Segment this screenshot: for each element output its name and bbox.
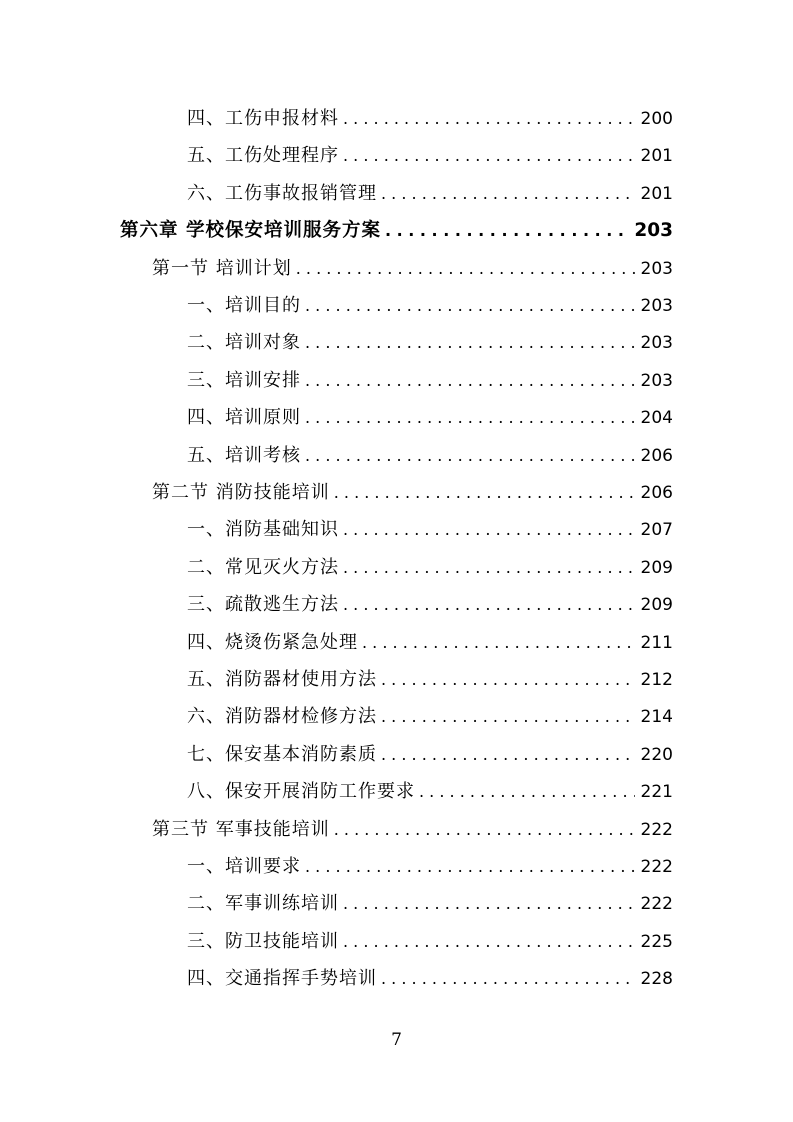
dot-leader — [305, 437, 635, 474]
toc-entry-page: 203 — [634, 220, 673, 242]
toc-entry[interactable] — [187, 399, 673, 436]
toc-entry[interactable] — [187, 175, 673, 212]
toc-entry-page: 222 — [640, 819, 673, 840]
toc-entry-label: 三、防卫技能培训 — [187, 930, 339, 952]
toc-entry-page: 209 — [640, 595, 673, 616]
dot-leader — [381, 960, 635, 997]
toc-entry-page: 203 — [640, 370, 673, 391]
toc-entry-page: 214 — [640, 707, 673, 728]
toc-entry-label: 四、交通指挥手势培训 — [187, 968, 377, 990]
toc-entry[interactable] — [187, 923, 673, 960]
dot-leader — [343, 885, 635, 922]
dot-leader — [334, 811, 635, 848]
toc-entry[interactable] — [187, 586, 673, 623]
dot-leader — [343, 100, 635, 137]
toc-section-entry[interactable] — [152, 474, 673, 511]
toc-entry-label: 第三节 军事技能培训 — [152, 818, 330, 840]
dot-leader — [381, 698, 635, 735]
toc-entry-page: 211 — [640, 632, 673, 653]
toc-entry-page: 220 — [640, 744, 673, 765]
toc-entry-page: 221 — [640, 782, 673, 803]
toc-entry-page: 200 — [640, 109, 673, 129]
dot-leader — [419, 773, 635, 810]
toc-entry-label: 第六章 学校保安培训服务方案 — [120, 220, 381, 242]
toc-entry-label: 八、保安开展消防工作要求 — [187, 781, 415, 803]
toc-entry-label: 五、消防器材使用方法 — [187, 669, 377, 690]
toc-entry-label: 五、培训考核 — [187, 444, 301, 466]
toc-entry[interactable] — [187, 549, 673, 586]
toc-entry-label: 一、消防基础知识 — [187, 519, 339, 541]
dot-leader — [381, 736, 635, 773]
toc-entry-label: 六、工伤事故报销管理 — [187, 182, 377, 204]
toc-entry-label: 三、疏散逃生方法 — [187, 594, 339, 616]
dot-leader — [296, 250, 635, 287]
toc-entry[interactable] — [187, 100, 673, 137]
toc-entry-page: 225 — [640, 931, 673, 952]
toc-entry-page: 222 — [640, 857, 673, 877]
toc-entry-page: 203 — [640, 333, 673, 354]
toc-entry-page: 212 — [640, 670, 673, 690]
toc-entry-page: 203 — [640, 296, 673, 316]
dot-leader — [305, 362, 635, 399]
dot-leader — [343, 137, 635, 174]
dot-leader — [381, 661, 635, 698]
dot-leader — [305, 287, 635, 324]
dot-leader — [385, 212, 628, 249]
toc-entry-label: 四、培训原则 — [187, 407, 301, 429]
toc-entry-label: 二、常见灭火方法 — [187, 556, 339, 578]
toc-entry-page: 201 — [640, 146, 673, 167]
toc-entry-label: 六、消防器材检修方法 — [187, 706, 377, 728]
toc-entry[interactable] — [187, 960, 673, 997]
dot-leader — [343, 549, 635, 586]
toc-entry-page: 206 — [640, 483, 673, 503]
toc-entry-page: 203 — [640, 258, 673, 279]
toc-entry[interactable] — [187, 324, 673, 361]
toc-entry-label: 二、培训对象 — [187, 332, 301, 354]
toc-entry[interactable] — [187, 885, 673, 922]
toc-entry-label: 二、军事训练培训 — [187, 893, 339, 915]
toc-entry-label: 四、工伤申报材料 — [187, 108, 339, 129]
dot-leader — [305, 848, 635, 885]
dot-leader — [343, 923, 635, 960]
toc-entry[interactable] — [187, 437, 673, 474]
toc-entry[interactable] — [187, 624, 673, 661]
dot-leader — [305, 324, 635, 361]
toc-entry-label: 四、烧烫伤紧急处理 — [187, 631, 358, 653]
toc-entry-label: 一、培训目的 — [187, 295, 301, 316]
toc-entry-label: 第二节 消防技能培训 — [152, 482, 330, 503]
toc-entry[interactable] — [187, 137, 673, 174]
toc-entry[interactable] — [187, 848, 673, 885]
toc-section-entry[interactable] — [152, 811, 673, 848]
dot-leader — [343, 511, 635, 548]
toc-entry-page: 222 — [640, 894, 673, 915]
toc-entry[interactable] — [187, 698, 673, 735]
toc-entry-page: 204 — [640, 408, 673, 429]
toc-section-entry[interactable] — [152, 250, 673, 287]
toc-entry-page: 228 — [640, 969, 673, 990]
dot-leader — [381, 175, 635, 212]
dot-leader — [334, 474, 635, 511]
toc-entry-page: 201 — [640, 183, 673, 204]
dot-leader — [362, 624, 635, 661]
toc-entry[interactable] — [187, 736, 673, 773]
dot-leader — [305, 399, 635, 436]
toc-entry[interactable] — [187, 287, 673, 324]
toc-entry-page: 206 — [640, 445, 673, 466]
toc-entry-label: 五、工伤处理程序 — [187, 145, 339, 167]
toc-entry-label: 三、培训安排 — [187, 369, 301, 391]
toc-entry[interactable] — [187, 661, 673, 698]
toc-chapter-entry[interactable] — [120, 212, 673, 249]
toc-entry-label: 七、保安基本消防素质 — [187, 743, 377, 765]
toc-entry-label: 第一节 培训计划 — [152, 257, 292, 279]
toc-entry[interactable] — [187, 511, 673, 548]
toc-entry[interactable] — [187, 773, 673, 810]
toc-entry-label: 一、培训要求 — [187, 856, 301, 877]
toc-entry[interactable] — [187, 362, 673, 399]
toc-entry-page: 209 — [640, 557, 673, 578]
page-number: 7 — [391, 1030, 402, 1050]
dot-leader — [343, 586, 635, 623]
toc-entry-page: 207 — [640, 520, 673, 541]
